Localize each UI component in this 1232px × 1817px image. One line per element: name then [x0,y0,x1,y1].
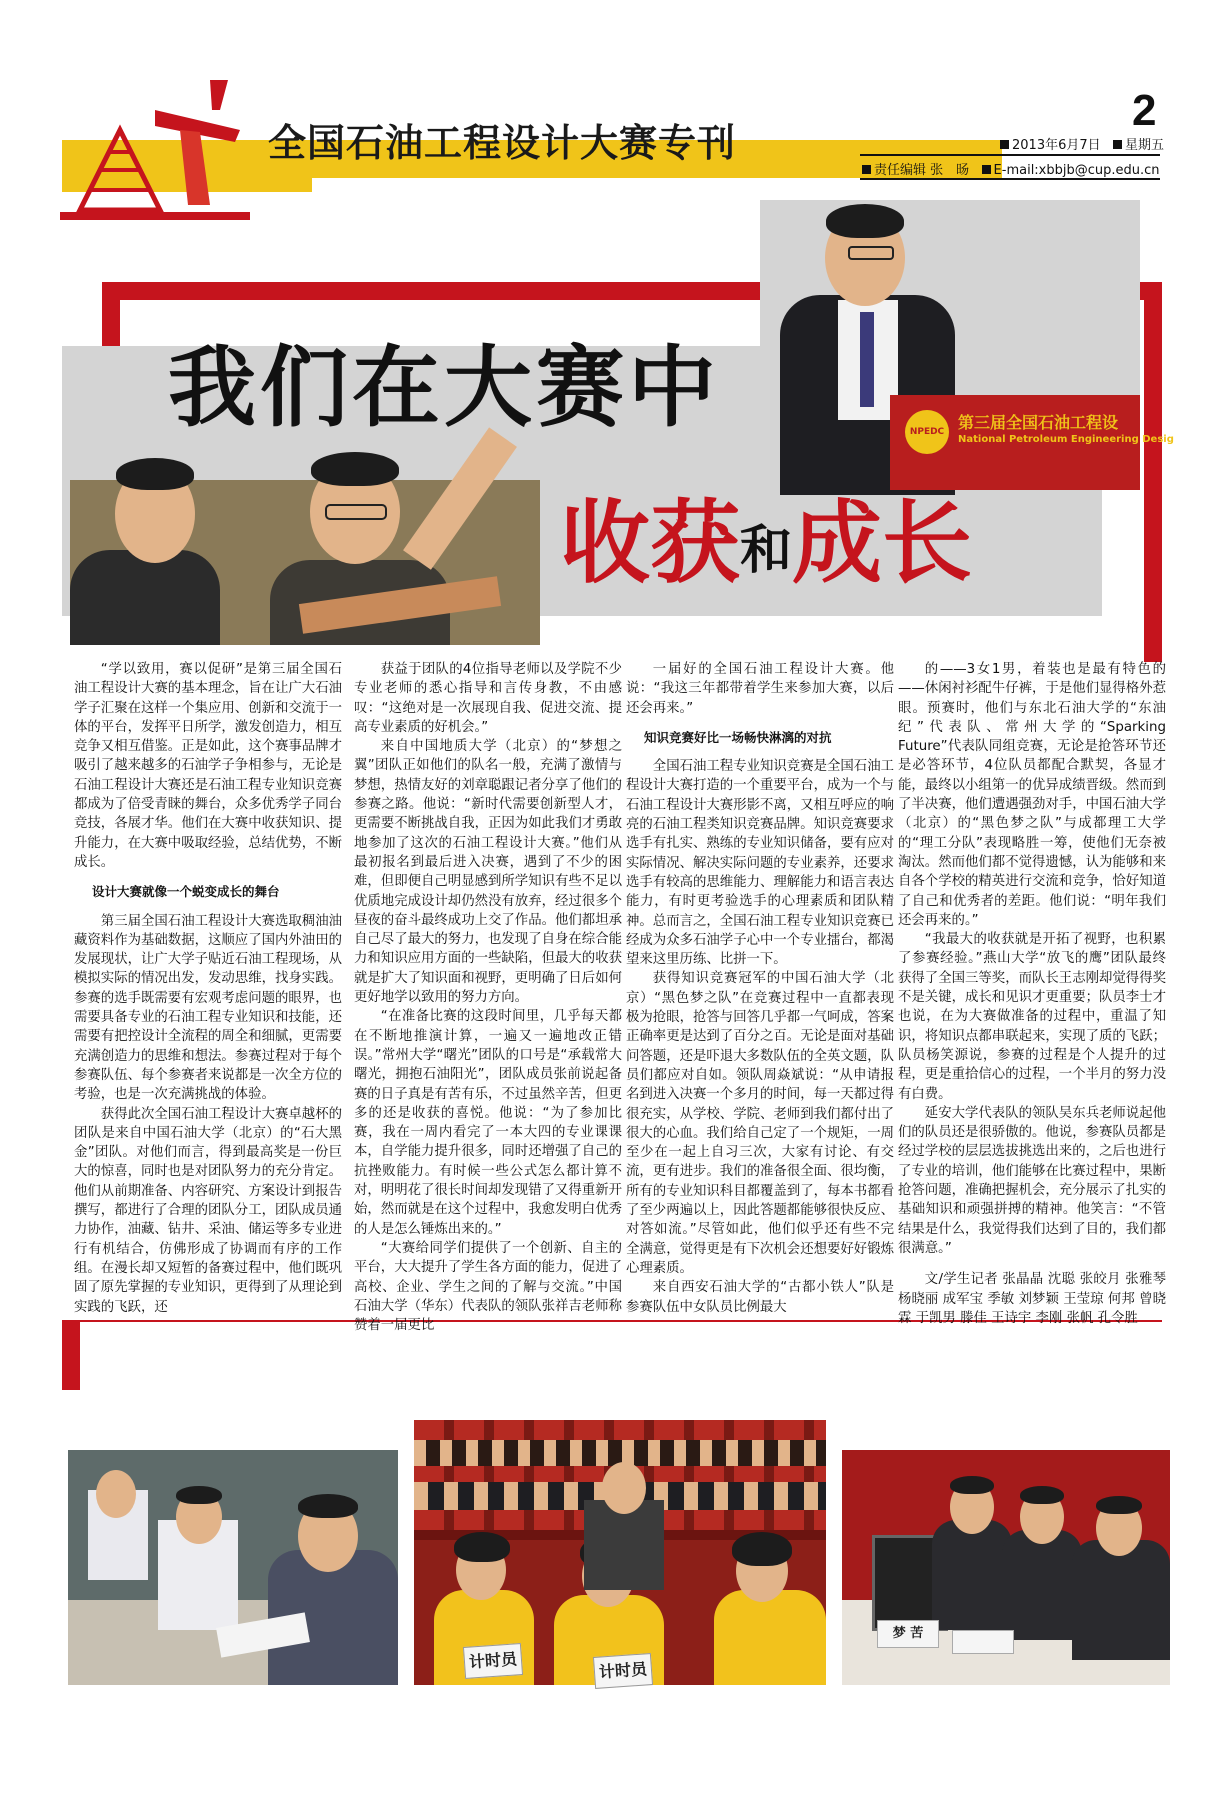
issue-date-line [1000,134,1164,153]
oil-derrick-logo [60,70,250,220]
photo-frame-red-bar [62,1320,80,1390]
timer-placard-b: 计时员 [593,1653,653,1689]
column-3 [626,660,894,1320]
paragraph: “在准备比赛的这段时间里，几乎每天都在不断地推演计算，一遍又一遍地改正错误。”常州大学“曙光”团队的口号是“承载常大曙光，拥抱石油阳光”，团队成员张前说起备赛的日子真是有苦有乐，不过虽然辛苦，但更多的还是收获的喜悦。他说：“为了参加比赛，我在一周内看完了一本大四的专业课课本，自学能力提升很多，同时还增强了自己的抗挫败能力。有时候一些公式怎么都计算不对，明明花了很长时间却发现错了又得重新开始，然而就是在这个过程中，我愈发明白优秀的人是怎么锤炼出来的。” [354,1009,622,1237]
section-heading: 设计大赛就像一个蜕变成长的舞台 [92,884,280,900]
column-1 [74,660,342,1320]
section-heading: 知识竞赛好比一场畅快淋漓的对抗 [644,729,832,745]
banner-sign-cn: 第三届全国石油工程设 [958,413,1119,432]
desk-name-card: 梦 苦 [877,1620,939,1648]
column-2 [354,660,622,1334]
students-photo [70,420,540,645]
masthead-rule-bottom [860,178,1160,180]
paragraph: 获益于团队的4位指导老师以及学院不少专业老师的悉心指导和言传身教，不由感叹：“这绝对是一次展现自我、促进交流、提高专业素质的好机会。” [354,662,622,735]
paragraph: 一届好的全国石油工程设计大赛。他说：“我这三年都带着学生来参加大赛，以后还会再来。” [626,662,894,716]
paragraph: 全国石油工程专业知识竞赛是全国石油工程设计大赛打造的一个重要平台，成为一个与石油工程设计大赛形影不离，又相互呼应的响亮的石油工程类知识竞赛品牌。知识竞赛要求选手有扎实、熟练的专业知识储备，要有应对实际情况、解决实际问题的专业素养，还要求选手有较高的思维能力、理解能力和语言表达能力，有时更考验选手的心理素质和团队精神。总而言之，全国石油工程专业知识竞赛已经成为众多石油学子心中一个专业擂台，都渴望来这里历练、比拼一下。 [626,759,894,968]
paragraph: 来自西安石油大学的“古都小铁人”队是参赛队伍中女队员比例最大 [626,1280,894,1315]
editor-name: 责任编辑 张 旸 [874,163,970,178]
photo-students-writing [68,1450,398,1685]
banner-frame-right [1144,282,1162,662]
editor-line [862,159,1160,178]
page-number: 2 [1132,86,1157,135]
bullet-square-icon [1113,140,1122,149]
bullet-square-icon [982,165,991,174]
byline-credit: 文/学生记者 张晶晶 沈聪 张皎月 张雅琴 杨晓丽 成军宝 季敏 刘梦颖 王莹琼 何邦 曾晓霖 于凯男 滕佳 王诗宇 李刚 张帆 孔令胜 [898,1272,1166,1326]
headline-line2 [560,470,972,600]
bullet-square-icon [862,165,871,174]
npedc-seal: NPEDC [905,410,949,454]
paragraph: “学以致用，赛以促研”是第三届全国石油工程设计大赛的基本理念，旨在让广大石油学子汇聚在这样一个集应用、创新和交流于一体的平台，发挥平日所学，激发创造力，相互竞争又相互借鉴。正是如此，这个赛事品牌才吸引了越来越多的石油学子争相参与，无论是石油工程设计大赛还是石油工程专业知识竞赛都成为了倍受青睐的舞台，众多优秀学子同台竞技，各展才华。他们在大赛中收获知识、提升能力，在大赛中吸取经验，总结优势，不断成长。 [74,662,342,870]
paragraph: 获得此次全国石油工程设计大赛卓越杯的团队是来自中国石油大学（北京）的“石大黑金”团队。对他们而言，得到最高奖是一份巨大的惊喜，同时也是对团队努力的充分肯定。他们从前期准备、内容研究、方案设计到报告撰写，都进行了合理的团队分工，团队成员通力协作，油藏、钻井、采油、储运等多专业进行有机结合，仿佛形成了协调而有序的工作组。在漫长却又短暂的备赛过程中，他们既巩固了原先掌握的专业知识，更得到了从理论到实践的飞跃，还 [74,1106,342,1315]
bullet-square-icon [1000,140,1009,149]
paragraph: 延安大学代表队的领队吴东兵老师说起他们的队员还是很骄傲的。他说，参赛队员都是经过学校的层层选拔挑选出来的，之后也进行了专业的培训，他们能够在比赛过程中，果断抢答问题，准确把握机会，充分展示了扎实的基础知识和顽强拼搏的精神。他笑言：“不管结果是什么，我觉得我们达到了目的，我们都很满意。” [898,1105,1166,1256]
paragraph: 获得知识竞赛冠军的中国石油大学（北京）“黑色梦之队”在竞赛过程中一直都表现极为抢眼，抢答与回答几乎都一气呵成，答案正确率更是达到了百分之百。无论是面对基础问答题，还是吓退大多数队伍的全英文题，队员们都应对自如。领队周焱斌说：“从申请报名到进入决赛一个多月的时间，每一天都过得很充实，从学校、学院、老师到我们都付出了很大的心血。我们给自己定了一个规矩，一周至少在一起上自习三次，大家有讨论、有交流，更有进步。我们的准备很全面、很均衡，所有的专业知识科目都覆盖到了，每本书都看了至少两遍以上，因此答题都能够很快反应、对答如流。”尽管如此，他们似乎还有些不完全满意，觉得更是有下次机会还想要好好锻炼心理素质。 [626,971,894,1276]
speaker-photo [760,200,1174,490]
headline-word-b: 成长 [792,490,973,596]
headline-line1: 我们在大赛中 [168,335,721,439]
masthead-rule [860,154,1160,156]
column-4 [898,660,1166,1326]
paragraph: “我最大的收获就是开拓了视野，也积累了参赛经验。”燕山大学“放飞的鹰”团队最终获得了全国三等奖，而队长王志刚却觉得得奖不是关键，成长和见识才更重要；队员李士才也说，在为大赛做准备的过程中，重温了知识，将知识点都串联起来，实现了质的飞跃；队员杨笑源说，参赛的过程是个人提升的过程，更是重拾信心的过程，一个半月的努力没有白费。 [898,932,1166,1102]
paragraph: 的——3女1男，着装也是最有特色的——休闲衬衫配牛仔裤，于是他们显得格外惹眼。预赛时，他们与东北石油大学的“东油纪”代表队、常州大学的“Sparking Future”代表队同组竞赛，无论是抢答环节还是必答环节，4位队员都配合默契，各显才能，最终以小组第一的优异成绩晋级。然而到了半决赛，他们遭遇强劲对手，中国石油大学（北京）的“黑色梦之队”与成都理工大学的“理工分队”表现略胜一筹，使他们无奈被淘汰。然而他们都不觉得遗憾，认为能够和来自各个学校的精英进行交流和竞争，恰好知道了自己和优秀者的差距。他们说：“明年我们还会再来的。” [898,662,1166,928]
paragraph: “大赛给同学们提供了一个创新、自主的平台，大大提升了学生各方面的能力，促进了高校、企业、学生之间的了解与交流。”中国石油大学（华东）代表队的领队张祥吉老师称赞着一届更比 [354,1240,622,1334]
headline-word-a: 收获 [560,490,740,596]
paragraph: 第三届全国石油工程设计大赛选取稠油油藏资料作为基础数据，这顺应了国内外油田的发展现状，让广大学子贴近石油工程现场，从模拟实际的情况出发，发动思维，找身实践。参赛的选手既需要有宏观考虑问题的眼界，也需要具备专业的石油工程专业知识和技能，还需要有把控设计全流程的周全和细腻，更需要充满创造力的思维和想法。参赛过程对于每个参赛队伍、每个参赛者来说都是一次全方位的考验，也是一次充满挑战的体验。 [74,913,342,1103]
article-body [62,660,1166,1334]
photo-quiz-contestants [842,1450,1170,1685]
photo-audience-timers [414,1420,826,1685]
banner-sign-en: National Petroleum Engineering Desig [958,434,1174,445]
timer-placard-a: 计时员 [463,1643,523,1679]
masthead-title: 全国石油工程设计大赛专刊 [268,120,737,165]
paragraph: 来自中国地质大学（北京）的“梦想之翼”团队正如他们的队名一般，充满了激情与梦想，热情友好的刘章聪跟记者分享了他们的参赛之路。他说：“新时代需要创新型人才，更需要不断挑战自我，正因为如此我们才勇敢地参加了这次的石油工程设计大赛。”他们从最初报名到最后进入决赛，遇到了不少的困难，但即便自己明显感到所学知识有些不足以优质地完成设计却仍然没有放弃，经过很多个昼夜的奋斗最终成功上交了作品。他们都坦承自己尽了最大的努力，也发现了自身在综合能力和知识应用方面的一些缺陷，但最大的收获就是扩大了知识面和视野，更明确了日后如何更好地学以致用的努力方向。 [354,739,622,1006]
issue-weekday: 星期五 [1125,138,1165,153]
issue-date: 2013年6月7日 [1012,138,1101,153]
editor-email[interactable]: E-mail:xbbjb@cup.edu.cn [993,163,1160,178]
headline-conjunction: 和 [740,520,793,581]
